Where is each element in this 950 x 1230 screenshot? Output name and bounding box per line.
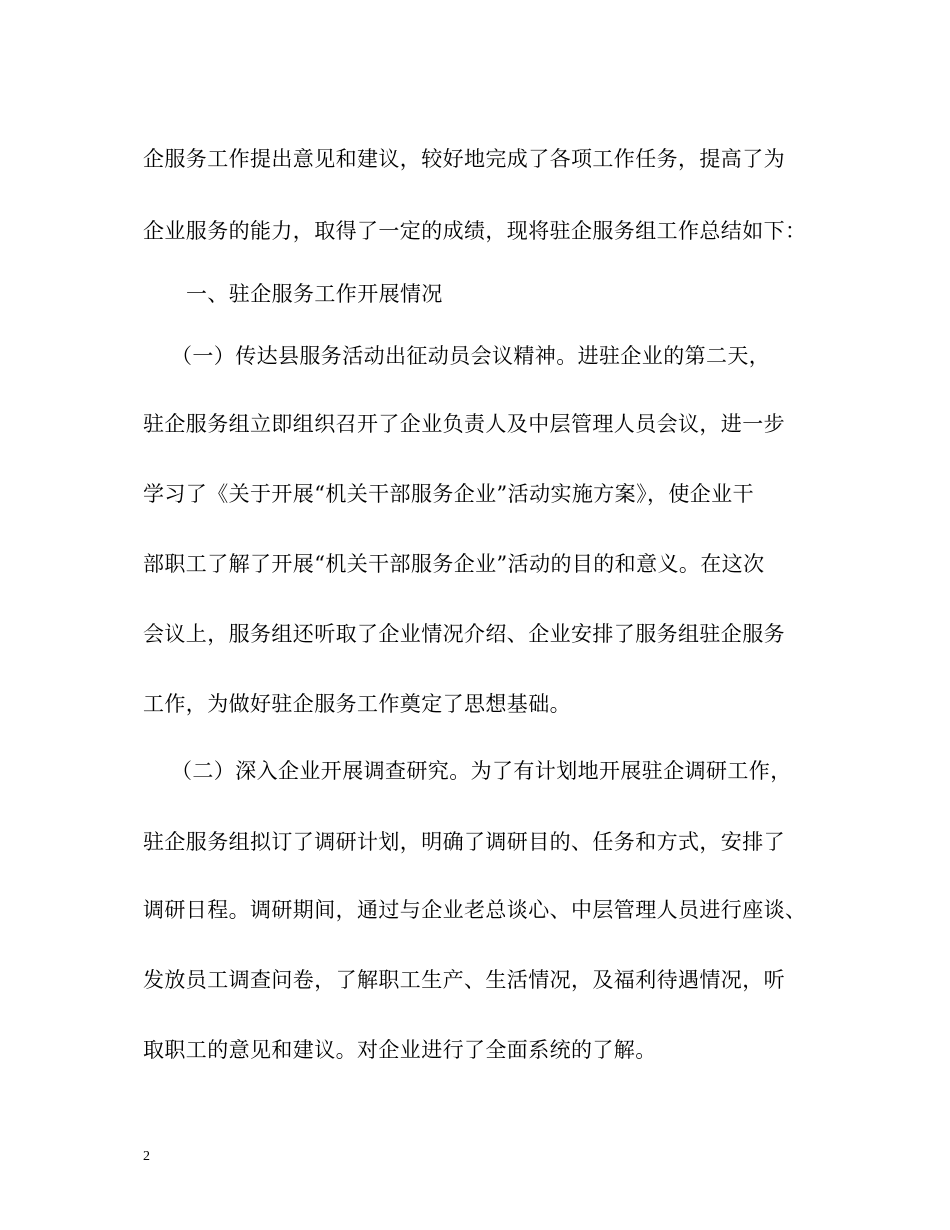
paragraph-line: 部职工了解了开展“机关干部服务企业”活动的目的和意义。在这次	[143, 552, 765, 576]
paragraph-line: 工作，为做好驻企服务工作奠定了思想基础。	[143, 692, 571, 716]
subsection-heading-line: （二）深入企业开展调查研究。为了有计划地开展驻企调研工作，	[171, 759, 792, 783]
paragraph-line: 学习了《关于开展“机关干部服务企业”活动实施方案》，使企业干	[143, 482, 754, 506]
paragraph-line: 调研日程。调研期间，通过与企业老总谈心、中层管理人员进行座谈、	[143, 898, 807, 922]
paragraph-line: 驻企服务组立即组织召开了企业负责人及中层管理人员会议，进一步	[143, 412, 785, 436]
paragraph-line: 发放员工调查问卷，了解职工生产、生活情况，及福利待遇情况，听	[143, 968, 785, 992]
page-number: 2	[143, 1149, 150, 1164]
paragraph-line: 企业服务的能力，取得了一定的成绩，现将驻企服务组工作总结如下：	[143, 219, 807, 243]
section-heading: 一、驻企服务工作开展情况	[186, 282, 443, 306]
subsection-heading-line: （一）传达县服务活动出征动员会议精神。进驻企业的第二天，	[171, 344, 771, 368]
paragraph-line: 驻企服务组拟订了调研计划，明确了调研目的、任务和方式，安排了	[143, 830, 785, 854]
paragraph-line: 取职工的意见和建议。对企业进行了全面系统的了解。	[143, 1038, 657, 1062]
paragraph-line: 企服务工作提出意见和建议，较好地完成了各项工作任务，提高了为	[143, 147, 785, 171]
paragraph-line: 会议上，服务组还听取了企业情况介绍、企业安排了服务组驻企服务	[143, 622, 785, 646]
